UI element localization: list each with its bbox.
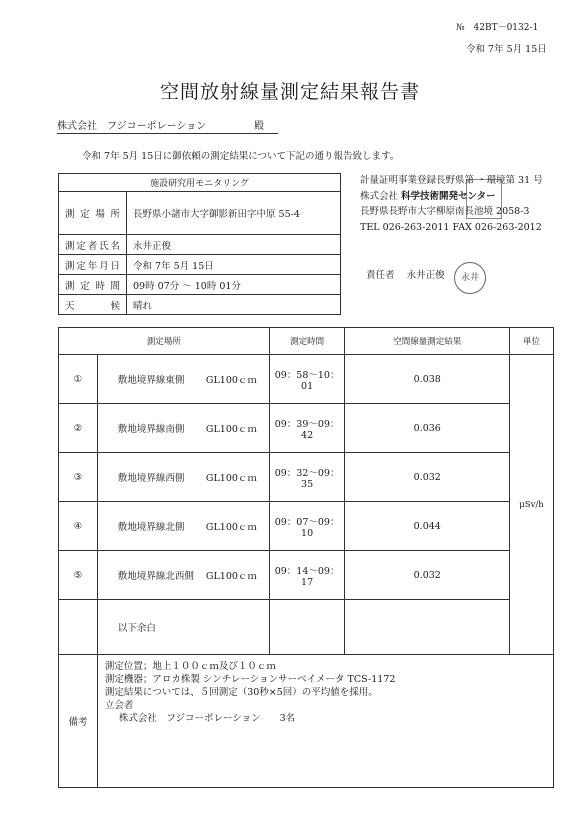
- table-row: [59, 453, 554, 502]
- note-line: 立会者: [104, 700, 134, 711]
- row-time: 09：32～09：35: [269, 453, 345, 502]
- row-value: 0.032: [345, 453, 510, 502]
- note-line: 測定機器；アロカ株製 シンチレーションサーベイメータ TCS-1172: [104, 674, 396, 685]
- info-table: [58, 173, 341, 315]
- note-line: 株式会社 フジコーポレーション 3名: [118, 713, 296, 724]
- rest-label: 以下余白: [97, 600, 269, 655]
- place-height: GL100ｃｍ: [205, 522, 257, 533]
- addressee: [57, 117, 278, 134]
- info-value: 晴れ: [127, 295, 341, 315]
- document-number: № 42BT－0132-1: [456, 23, 539, 33]
- seal-text: 永井: [460, 273, 479, 283]
- row-place: [97, 502, 269, 551]
- results-table: [58, 327, 554, 788]
- info-row-date: [59, 255, 341, 275]
- rest-blank: [59, 600, 98, 655]
- company-name: 科学技術開発センター: [401, 190, 496, 202]
- info-row-time: [59, 275, 341, 295]
- row-time: 09：14～09：17: [269, 551, 345, 600]
- header-place: 測定場所: [59, 328, 270, 355]
- notes-label: 備考: [59, 655, 98, 788]
- row-time: 09：07～09：10: [269, 502, 345, 551]
- addressee-name: 株式会社 フジコーポレーション: [57, 121, 207, 132]
- responsible-label: 責任者: [366, 270, 395, 281]
- issuer-tel: TEL 026-263-2011 FAX 026-263-2012: [360, 221, 542, 233]
- info-row-location: [59, 192, 341, 235]
- addressee-honorific: 殿: [254, 121, 264, 132]
- info-value: 令和 7年 5月 15日: [127, 255, 341, 275]
- info-label: 測定時間: [59, 275, 127, 295]
- place-name: 敷地境界線西側: [117, 473, 185, 484]
- notes-text: [98, 655, 553, 725]
- row-number: ②: [59, 404, 98, 453]
- note-line: 測定結果については、５回測定（30秒×5回）の平均値を採用。: [104, 687, 378, 698]
- info-label: 天候: [59, 295, 127, 315]
- row-place: [97, 404, 269, 453]
- info-label: 測定年月日: [59, 255, 127, 275]
- info-value: 長野県小諸市大字御影新田字中原 55-4: [127, 192, 341, 235]
- place-name: 敷地境界線東側: [117, 375, 185, 386]
- row-number: ①: [59, 355, 98, 404]
- unit-cell: μSv/h: [510, 355, 554, 655]
- row-number: ⑤: [59, 551, 98, 600]
- row-place: [97, 355, 269, 404]
- info-row-weather: [59, 295, 341, 315]
- company-prefix: 株式会社: [360, 190, 399, 202]
- header-unit: 単位: [510, 328, 554, 355]
- issuer-block: [360, 173, 543, 235]
- row-place: [97, 453, 269, 502]
- place-name: 敷地境界線北西側: [117, 571, 194, 582]
- results-header-row: [59, 328, 554, 355]
- place-name: 敷地境界線北側: [117, 522, 185, 533]
- info-value: 09時 07分 ～ 10時 01分: [127, 275, 341, 295]
- registration-line: 計量証明事業登録長野県第 ・環境第 31 号: [360, 175, 543, 186]
- table-row: [59, 502, 554, 551]
- note-line: 測定位置；地上１００ｃｍ及び１０ｃｍ: [104, 661, 276, 672]
- rest-blank: [345, 600, 510, 655]
- place-name: 敷地境界線南側: [117, 424, 185, 435]
- rest-row: [59, 600, 554, 655]
- notes-cell: [97, 655, 553, 788]
- issuer-company: [360, 189, 543, 205]
- responsible-name: 永井正俊: [406, 270, 445, 281]
- info-label: 測定者氏名: [59, 235, 127, 255]
- rest-blank: [269, 600, 345, 655]
- place-height: GL100ｃｍ: [205, 375, 257, 386]
- table-row: [59, 551, 554, 600]
- row-time: 09：39～09：42: [269, 404, 345, 453]
- row-value: 0.038: [345, 355, 510, 404]
- row-value: 0.036: [345, 404, 510, 453]
- personal-seal-stamp: [454, 262, 486, 294]
- table-row: [59, 355, 554, 404]
- place-height: GL100ｃｍ: [205, 473, 257, 484]
- header-time: 測定時間: [269, 328, 345, 355]
- info-heading-row: [59, 174, 341, 192]
- row-number: ③: [59, 453, 98, 502]
- report-date: 令和 7年 5月 15日: [466, 44, 547, 55]
- header-value: 空間線量測定結果: [345, 328, 510, 355]
- info-value: 永井正俊: [127, 235, 341, 255]
- responsible-person: [366, 267, 445, 281]
- info-row-operator: [59, 235, 341, 255]
- notes-row: [59, 655, 554, 788]
- place-height: GL100ｃｍ: [205, 424, 257, 435]
- row-place: [97, 551, 269, 600]
- row-value: 0.032: [345, 551, 510, 600]
- place-height: GL100ｃｍ: [205, 571, 257, 582]
- intro-text: 令和 7年 5月 15日に御依頼の測定結果について下記の通り報告致します。: [82, 151, 400, 162]
- info-heading: 施設研究用モニタリング: [59, 174, 341, 192]
- info-label: 測定場所: [59, 192, 127, 235]
- issuer-address: 長野県長野市大字柳原南長池境 2058-3: [360, 206, 530, 217]
- row-value: 0.044: [345, 502, 510, 551]
- row-number: ④: [59, 502, 98, 551]
- page-title: 空間放射線量測定結果報告書: [159, 81, 420, 103]
- table-row: [59, 404, 554, 453]
- row-time: 09：58～10：01: [269, 355, 345, 404]
